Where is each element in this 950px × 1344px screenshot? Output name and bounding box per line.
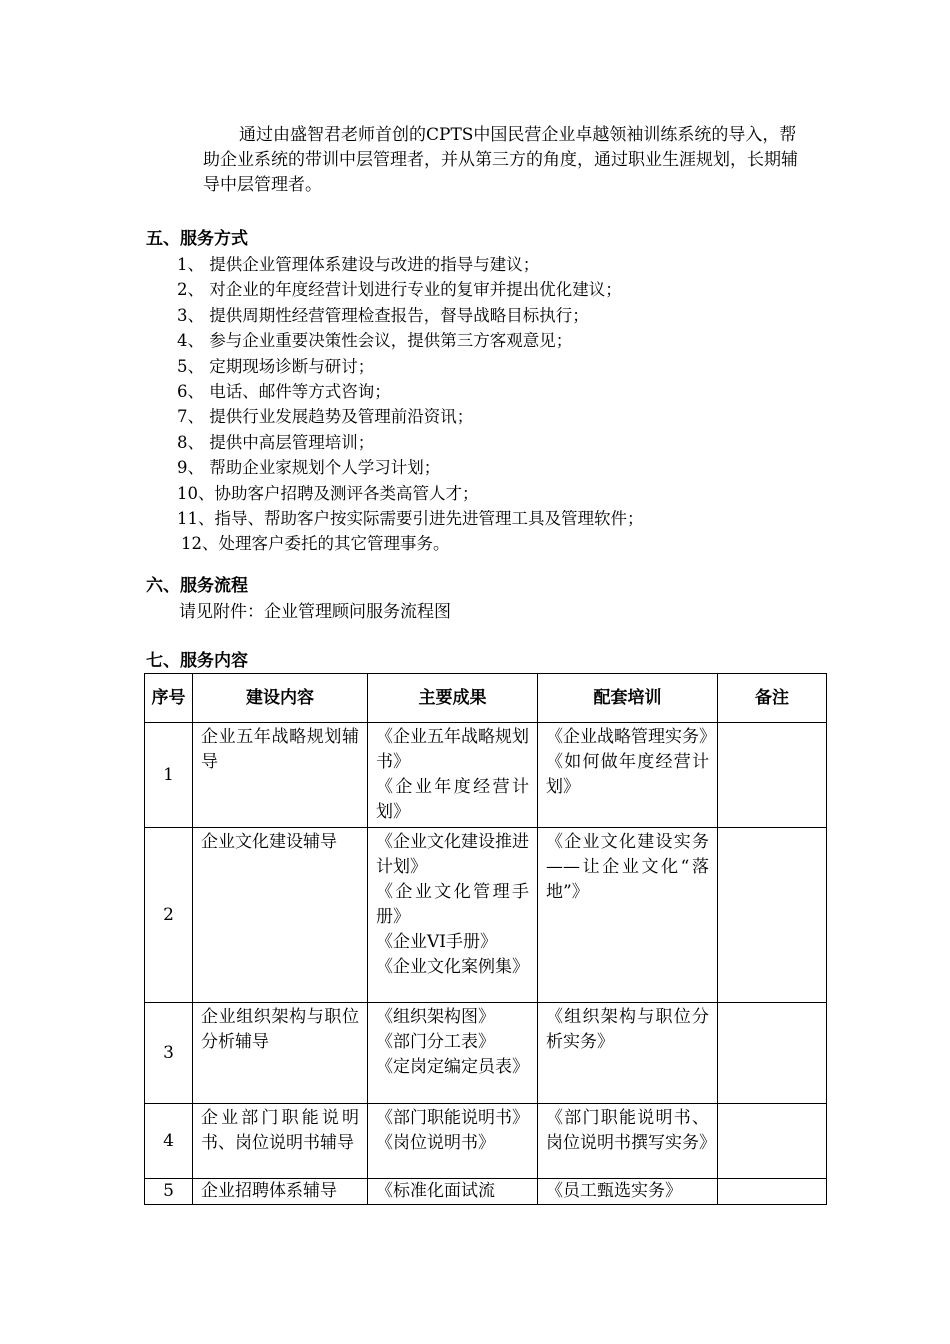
service-method-list [177,252,644,557]
intro-paragraph: 通过由盛智君老师首创的CPTS中国民营企业卓越领袖训练系统的导入，帮助企业系统的带训中层管理者，并从第三方的角度，通过职业生涯规划，长期辅导中层管理者。 [203,125,798,195]
list-item: 10、协助客户招聘及测评各类高管人才； [177,483,479,503]
result-item: 《企业文化建设推进计划》 [376,832,529,877]
row-number: 3 [145,1003,193,1104]
training-item: 《组织架构与职位分析实务》 [546,1007,709,1052]
section6-title: 六、服务流程 [146,576,248,596]
row-note [718,723,827,828]
result-item: 《企业VI手册》 [376,932,497,952]
result-item: 《部门职能说明书》 [376,1108,529,1128]
section5-title: 五、服务方式 [146,229,248,249]
section7-title: 七、服务内容 [146,651,248,671]
row-content: 企业五年战略规划辅导 [193,723,368,828]
result-item: 《岗位说明书》 [376,1133,495,1153]
row-training [538,828,718,1003]
list-item: 3、 提供周期性经营管理检查报告，督导战略目标执行； [177,305,589,325]
training-item: 《部门职能说明书、岗位说明书撰写实务》 [546,1108,716,1153]
row-content: 企业组织架构与职位分析辅导 [193,1003,368,1104]
section6-text: 请见附件：企业管理顾问服务流程图 [179,602,451,622]
row-results [368,723,538,828]
row-results [368,1179,538,1205]
table-row [145,828,827,1003]
table-header-row [145,674,827,723]
list-item: 1、 提供企业管理体系建设与改进的指导与建议； [177,255,540,274]
row-results [368,1104,538,1179]
training-item: 《企业文化建设实务——让企业文化“落地”》 [546,832,709,902]
row-results [368,828,538,1003]
table-row [145,1179,827,1205]
row-training [538,1003,718,1104]
row-content: 企业文化建设辅导 [193,828,368,1003]
row-content: 企业招聘体系辅导 [193,1179,368,1205]
row-number: 4 [145,1104,193,1179]
list-item: 2、 对企业的年度经营计划进行专业的复审并提出优化建议； [177,280,622,300]
result-item: 《企业文化管理手册》 [376,882,529,927]
result-item: 《企业年度经营计划》 [376,777,529,822]
list-item: 8、 提供中高层管理培训； [177,432,375,452]
row-note [718,1003,827,1104]
row-number: 5 [145,1179,193,1205]
row-training [538,1104,718,1179]
row-number: 1 [145,723,193,828]
row-number: 2 [145,828,193,1003]
row-note [718,1179,827,1205]
list-item: 4、 参与企业重要决策性会议，提供第三方客观意见； [177,331,573,351]
training-item: 《如何做年度经营计划》 [546,752,709,797]
list-item: 5、 定期现场诊断与研讨； [177,356,375,376]
header-training: 配套培训 [538,674,718,723]
header-content: 建设内容 [193,674,368,723]
table-row [145,723,827,828]
row-note [718,1104,827,1179]
result-item: 《定岗定编定员表》 [376,1057,529,1077]
list-item: 9、 帮助企业家规划个人学习计划； [177,458,441,478]
row-note [718,828,827,1003]
header-results: 主要成果 [368,674,538,723]
table-row [145,1104,827,1179]
list-item: 7、 提供行业发展趋势及管理前沿资讯； [177,407,474,427]
row-training [538,723,718,828]
row-training [538,1179,718,1205]
result-item: 《标准化面试流 [376,1181,495,1201]
list-item: 11、指导、帮助客户按实际需要引进先进管理工具及管理软件； [177,509,644,529]
list-item: 6、 电话、邮件等方式咨询； [177,382,391,402]
header-no: 序号 [145,674,193,723]
result-item: 《部门分工表》 [376,1032,495,1052]
result-item: 《组织架构图》 [376,1007,495,1027]
result-item: 《企业五年战略规划书》 [376,727,529,772]
row-results [368,1003,538,1104]
list-item: 12、处理客户委托的其它管理事务。 [181,534,450,554]
row-content: 企业部门职能说明书、岗位说明书辅导 [193,1104,368,1179]
result-item: 《企业文化案例集》 [376,957,529,977]
training-item: 《企业战略管理实务》 [546,727,716,747]
training-item: 《员工甄选实务》 [546,1181,682,1201]
service-content-table [144,673,827,1205]
table-row [145,1003,827,1104]
header-note: 备注 [718,674,827,723]
